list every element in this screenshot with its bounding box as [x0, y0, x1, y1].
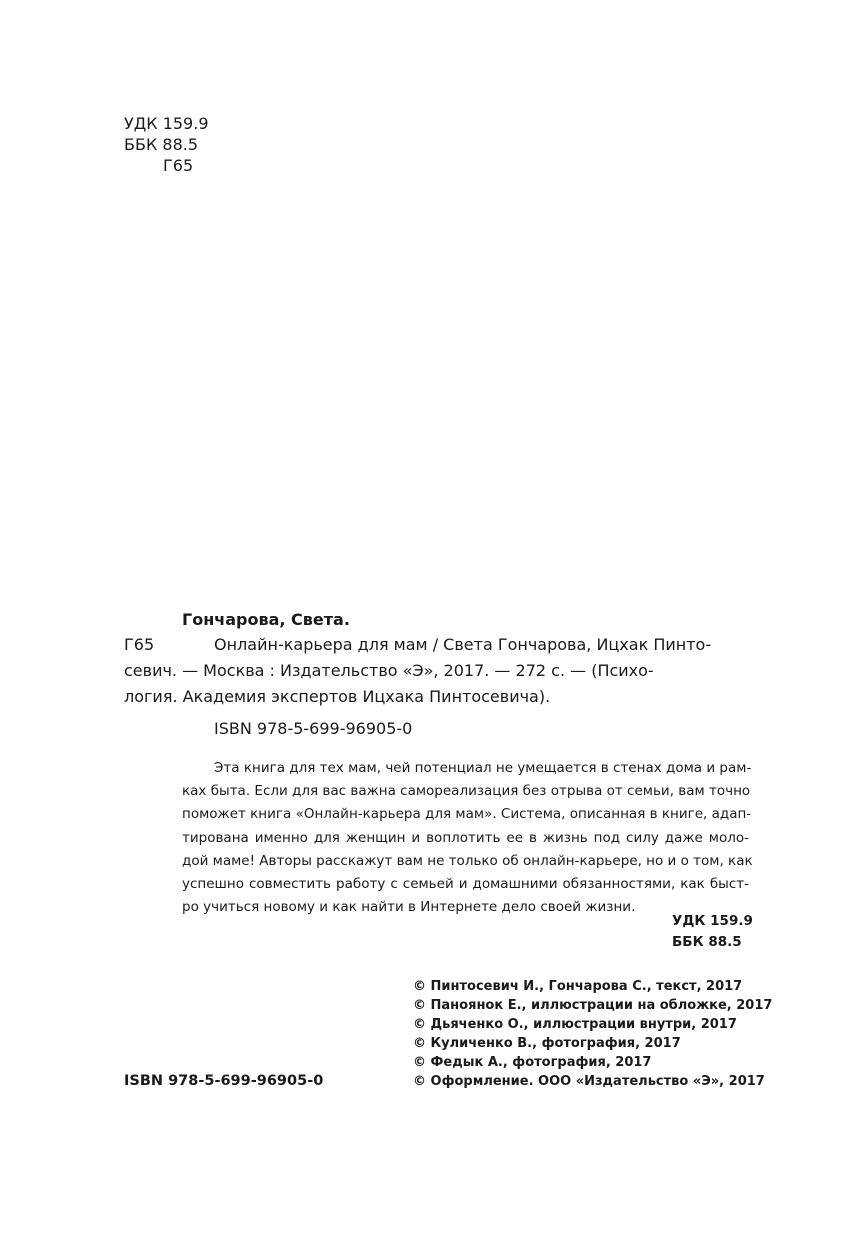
- udk-code-right: УДК 159.9: [672, 913, 753, 929]
- copyright-line: © Куличенко В., фотография, 2017: [413, 1036, 681, 1051]
- annotation-line: ках быта. Если для вас важна самореализация без отрыва от семьи, вам точно: [182, 783, 751, 800]
- classification-codes-right: [672, 911, 753, 953]
- entry-line: севич. — Москва : Издательство «Э», 2017. — 272 с. — (Психо-: [124, 661, 654, 680]
- annotation-line: Эта книга для тех мам, чей потенциал не умещается в стенах дома и рам-: [214, 760, 752, 776]
- copyright-line: © Паноянок Е., иллюстрации на обложке, 2017: [413, 998, 773, 1013]
- copyright-line: © Федык А., фотография, 2017: [413, 1055, 652, 1070]
- isbn-bottom: ISBN 978-5-699-96905-0: [124, 1073, 324, 1089]
- entry-description: [124, 632, 749, 710]
- bibliographic-entry: [124, 608, 749, 739]
- entry-author-mark: Г65: [124, 635, 155, 654]
- copyright-notices: [413, 977, 772, 1091]
- entry-line: Онлайн-карьера для мам / Света Гончарова, Ицхак Пинто-: [214, 635, 712, 654]
- annotation-line: дой маме! Авторы расскажут вам не только об онлайн-карьере, но и о том, как: [182, 852, 753, 869]
- copyright-line: © Оформление. ООО «Издательство «Э», 2017: [413, 1074, 765, 1089]
- copyright-line: © Пинтосевич И., Гончарова С., текст, 2017: [413, 979, 743, 994]
- entry-text: [124, 632, 749, 710]
- annotation: [182, 757, 753, 919]
- classification-codes: [124, 113, 209, 176]
- bbk-code-right: ББК 88.5: [672, 934, 742, 950]
- copyright-line: © Дьяченко О., иллюстрации внутри, 2017: [413, 1017, 737, 1032]
- udk-code: УДК 159.9: [124, 114, 209, 133]
- entry-line: логия. Академия экспертов Ицхака Пинтосевича).: [124, 687, 551, 706]
- annotation-line: ро учиться новому и как найти в Интернете дело своей жизни.: [182, 899, 636, 916]
- annotation-line: успешно совместить работу с семьей и домашними обязанностями, как быст-: [182, 876, 749, 893]
- annotation-line: поможет книга «Онлайн-карьера для мам». Система, описанная в книге, адап-: [182, 806, 752, 823]
- bbk-code: ББК 88.5: [124, 135, 199, 154]
- author-mark: Г65: [163, 156, 194, 175]
- annotation-line: тирована именно для женщин и воплотить ее в жизнь под силу даже моло-: [182, 829, 749, 846]
- entry-isbn: ISBN 978-5-699-96905-0: [214, 719, 413, 738]
- entry-author: Гончарова, Света.: [182, 610, 350, 629]
